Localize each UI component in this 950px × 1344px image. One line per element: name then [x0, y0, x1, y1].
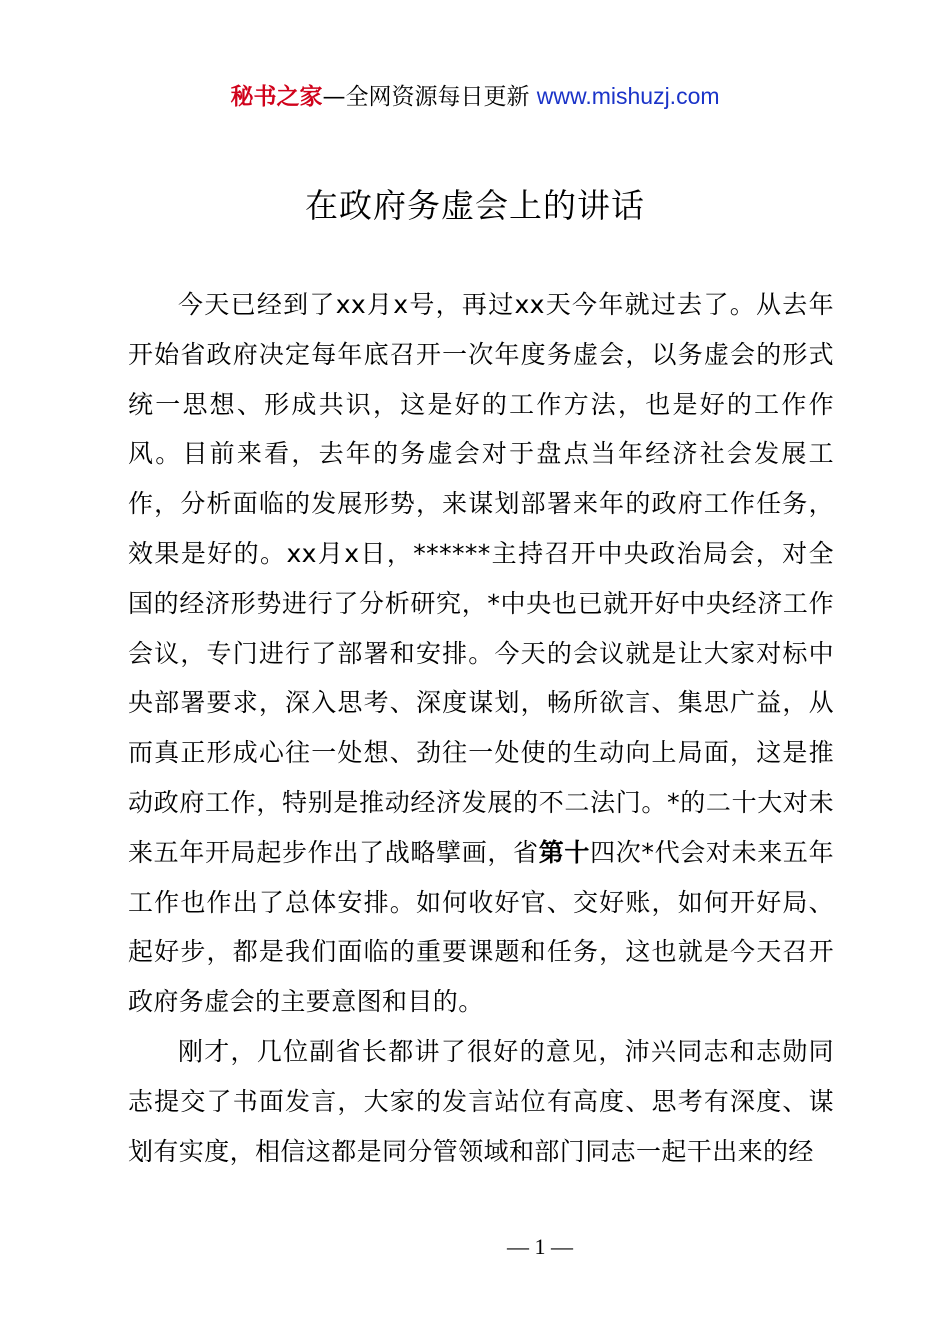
- site-url[interactable]: www.mishuzj.com: [536, 83, 720, 109]
- paragraph-1-bold-text: 第十: [538, 837, 591, 867]
- document-title: 在政府务虚会上的讲话: [305, 186, 645, 225]
- site-name: 秘书之家: [230, 84, 323, 110]
- paragraph-1-text-a: 今天已经到了xx月x号，再过xx天今年就过去了。从去年开始省政府决定每年底召开一次年度务虚会，以务虚会的形式统一思想、形成共识，这是好的工作方法，也是好的工作作风。目前来看，去年的务虚会对于盘点当年经济社会发展工作，分析面临的发展形势，来谋划部署来年的政府工作任务，效果是好的。xx月x日，******主持召开中央政治局会，对全国的经济形势进行了分析研究，*中央也已就开好中央经济工作会议，专门进行了部署和安排。今天的会议就是让大家对标中央部署要求，深入思考、深度谋划，畅所欲言、集思广益，从而真正形成心往一处想、劲往一处使的生动向上局面，这是推动政府工作，特别是推动经济发展的不二法门。*的二十大对未来五年开局起步作出了战略擘画，省: [128, 290, 834, 867]
- document-body: [128, 280, 834, 1176]
- paragraph-2: 刚才，几位副省长都讲了很好的意见，沛兴同志和志勋同志提交了书面发言，大家的发言站位有高度、思考有深度、谋划有实度，相信这都是同分管领域和部门同志一起干出来的经: [128, 1036, 834, 1166]
- site-header: [0, 80, 950, 113]
- paragraph-1-text-b: 四次*代会对未来五年工作也作出了总体安排。如何收好官、交好账，如何开好局、起好步，都是我们面临的重要课题和任务，这也就是今天召开政府务虚会的主要意图和目的。: [128, 837, 834, 1017]
- page-number: — 1 —: [507, 1234, 573, 1259]
- paragraph-1: [128, 280, 834, 1027]
- site-tagline: —全网资源每日更新: [322, 84, 537, 110]
